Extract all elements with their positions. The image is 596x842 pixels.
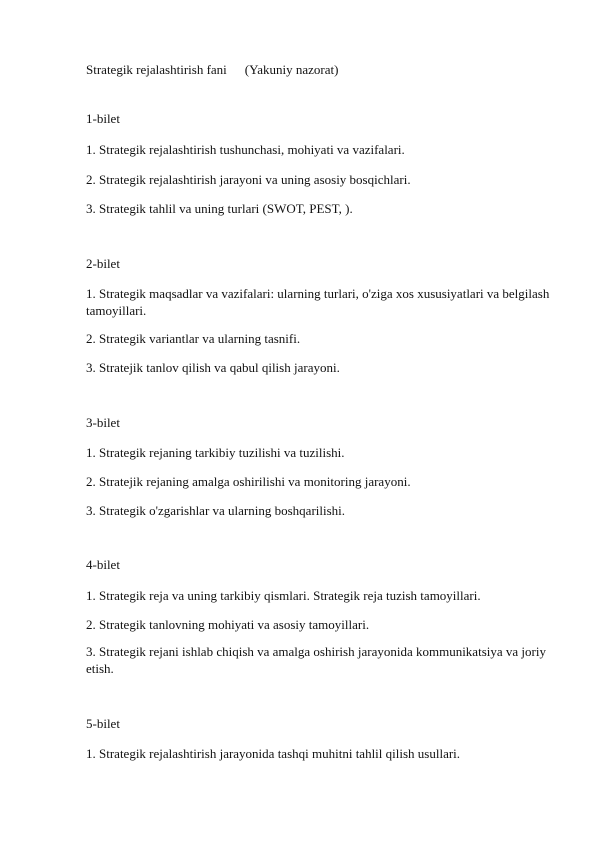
subject-title: Strategik rejalashtirish fani [86,62,227,77]
ticket-question: 3. Strategik rejani ishlab chiqish va amalga oshirish jarayonida kommunikatsiya va joriy etish. [86,644,546,676]
ticket-question: 3. Strategik tahlil va uning turlari (SWOT, PEST, ). [86,201,353,216]
ticket-question: 1. Strategik rejalashtirish tushunchasi, mohiyati va vazifalari. [86,142,405,157]
ticket-question: 1. Strategik rejalashtirish jarayonida tashqi muhitni tahlil qilish usullari. [86,746,461,761]
ticket-question: 2. Strategik rejalashtirish jarayoni va uning asosiy bosqichlari. [86,172,411,187]
ticket-heading: 5-bilet [86,716,120,731]
ticket-question: 3. Stratejik tanlov qilish va qabul qilish jarayoni. [86,360,340,375]
document-title [86,62,556,77]
ticket-heading: 2-bilet [86,256,120,271]
ticket-question: 1. Strategik reja va uning tarkibiy qismlari. Strategik reja tuzish tamoyillari. [86,588,481,603]
ticket-question: 2. Stratejik rejaning amalga oshirilishi va monitoring jarayoni. [86,474,411,489]
exam-type: (Yakuniy nazorat) [244,62,339,77]
ticket-heading: 4-bilet [86,557,120,572]
ticket-question: 2. Strategik tanlovning mohiyati va asosiy tamoyillari. [86,617,370,632]
ticket-question: 1. Strategik maqsadlar va vazifalari: ularning turlari, o'ziga xos xususiyatlari va belgilash tamoyillari. [86,286,550,318]
ticket-heading: 1-bilet [86,111,120,126]
ticket-question: 2. Strategik variantlar va ularning tasnifi. [86,331,301,346]
ticket-question: 3. Strategik o'zgarishlar va ularning boshqarilishi. [86,503,346,518]
ticket-heading: 3-bilet [86,415,120,430]
ticket-question: 1. Strategik rejaning tarkibiy tuzilishi va tuzilishi. [86,445,345,460]
